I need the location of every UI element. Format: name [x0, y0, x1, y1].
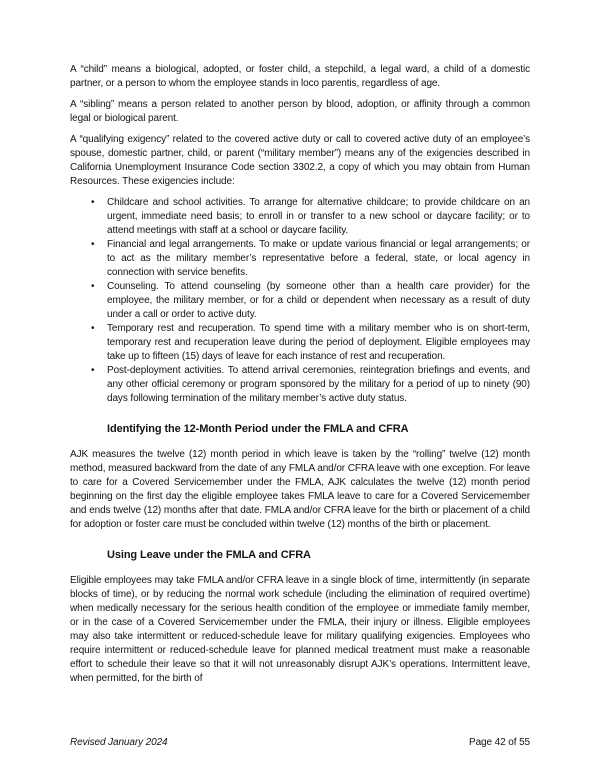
list-item	[70, 322, 530, 364]
list-item	[70, 364, 530, 406]
bullet-icon: •	[91, 281, 95, 292]
bullet-icon: •	[91, 197, 95, 208]
list-item-text: Childcare and school activities. To arrange for alternative childcare; to provide childcare on an urgent, immediate need basis; to enroll in or transfer to a new school or daycare facility; or to attend meetings with staff at a school or daycare facility.	[107, 197, 530, 236]
paragraph-eligible-employees: Eligible employees may take FMLA and/or CFRA leave in a single block of time, intermittently (in separate blocks of time), or by reducing the normal work schedule (including the elimination of required overtime) when medically necessary for the serious health condition of the employee or immediate family member, or in the case of a Covered Servicemember under the FMLA, their injury or illness. Eligible employees may also take intermittent or reduced-schedule leave for military qualifying exigencies. Employees who require intermittent or reduced-schedule leave for planned medical treatment must make a reasonable effort to schedule their leave so that it will not unreasonably disrupt AJK’s operations. Intermittent leave, when permitted, for the birth of	[70, 575, 530, 684]
list-item-text: Post-deployment activities. To attend arrival ceremonies, reintegration briefings and events, and any other official ceremony or program sponsored by the military for a period of up to ninety (90) days following termination of the military member’s active duty status.	[107, 365, 530, 404]
heading-using-leave: Using Leave under the FMLA and CFRA	[107, 549, 311, 561]
list-item	[70, 196, 530, 238]
footer-revision-date: Revised January 2024	[70, 737, 168, 748]
footer-page-number: Page 42 of 55	[469, 737, 530, 748]
bullet-icon: •	[91, 365, 95, 376]
paragraph-qualifying-exigency: A “qualifying exigency” related to the covered active duty or call to covered active duty of an employee’s spouse, domestic partner, child, or parent (“military member”) means any of the exigencies described in California Unemployment Insurance Code section 3302.2, a copy of which you may obtain from Human Resources. These exigencies include:	[70, 134, 530, 187]
list-item-text: Temporary rest and recuperation. To spend time with a military member who is on short-term, temporary rest and recuperation leave during the period of deployment. Eligible employees may take up to fifteen (15) days of leave for each instance of rest and recuperation.	[107, 323, 530, 362]
page-footer	[70, 736, 530, 749]
bullet-icon: •	[91, 323, 95, 334]
list-item-text: Financial and legal arrangements. To make or update various financial or legal arrangements; or to act as the military member’s representative before a federal, state, or local agency in connection with service benefits.	[107, 239, 530, 278]
paragraph-ajk-measures: AJK measures the twelve (12) month period in which leave is taken by the “rolling” twelve (12) month method, measured backward from the date of any FMLA and/or CFRA leave with one exception. For leave to care for a Covered Servicemember under the FMLA, AJK calculates the twelve (12) month period beginning on the first day the eligible employee takes FMLA leave to care for a Covered Servicemember and ends twelve (12) months after that date. FMLA and/or CFRA leave for the birth or placement of a child for adoption or foster care must be concluded within twelve (12) months of the birth or placement.	[70, 449, 530, 530]
exigency-bullet-list	[70, 196, 530, 406]
list-item	[70, 280, 530, 322]
page-body	[70, 63, 530, 693]
heading-identifying-12-month-period: Identifying the 12-Month Period under the FMLA and CFRA	[107, 423, 409, 435]
list-item	[70, 238, 530, 280]
paragraph-child-definition: A “child” means a biological, adopted, or foster child, a stepchild, a legal ward, a child of a domestic partner, or a person to whom the employee stands in loco parentis, regardless of age.	[70, 64, 530, 89]
bullet-icon: •	[91, 239, 95, 250]
list-item-text: Counseling. To attend counseling (by someone other than a health care provider) for the employee, the military member, or for a child or dependent when necessary as a result of duty under a call or order to active duty.	[107, 281, 530, 320]
paragraph-sibling-definition: A “sibling” means a person related to another person by blood, adoption, or affinity through a common legal or biological parent.	[70, 99, 530, 124]
